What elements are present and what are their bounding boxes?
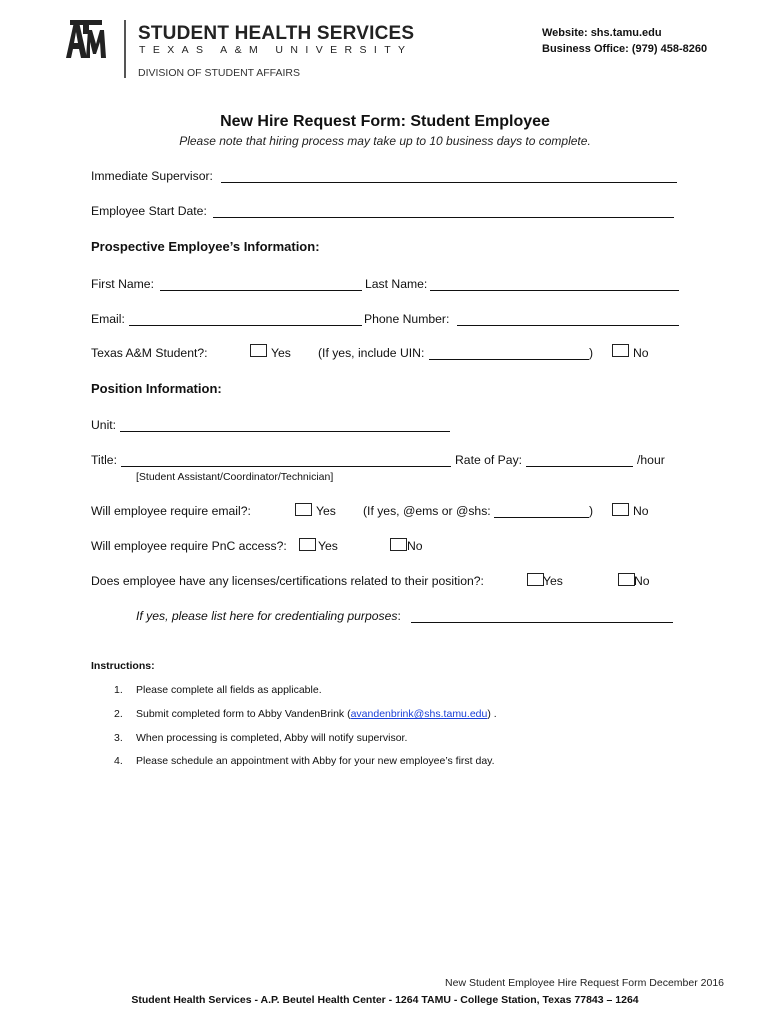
form-subtitle: Please note that hiring process may take up to 10 business days to complete. [179, 134, 591, 148]
start-date-field[interactable] [213, 217, 674, 218]
ems-label: (If yes, @ems or @shs: [363, 504, 491, 518]
instructions-heading: Instructions: [91, 660, 155, 672]
email-req-label: Will employee require email?: [91, 504, 251, 518]
licenses-label: Does employee have any licenses/certifications related to their position?: [91, 574, 484, 588]
email-link[interactable]: avandenbrink@shs.tamu.edu [350, 708, 488, 720]
title-label: Title: [91, 453, 117, 467]
pnc-no-checkbox[interactable] [390, 538, 407, 551]
instruction-number: 4. [114, 755, 123, 767]
business-office-text: Business Office: (979) 458-8260 [542, 43, 708, 55]
licenses-no-checkbox[interactable] [618, 573, 635, 586]
per-hour-label: /hour [637, 453, 665, 467]
first-name-field[interactable] [160, 290, 362, 291]
uin-label: (If yes, include UIN: [318, 346, 425, 360]
email-field[interactable] [129, 325, 362, 326]
email-req-yes-checkbox[interactable] [295, 503, 312, 516]
student-yes-label: Yes [271, 346, 291, 360]
supervisor-field[interactable] [221, 182, 677, 183]
start-date-label: Employee Start Date: [91, 204, 207, 218]
form-title: New Hire Request Form: Student Employee [220, 113, 550, 130]
student-yes-checkbox[interactable] [250, 344, 267, 357]
title-field[interactable] [121, 466, 451, 467]
instruction-item: Please schedule an appointment with Abby for your new employee’s first day. [136, 755, 495, 767]
credentialing-field[interactable] [411, 622, 673, 623]
instruction-item: Submit completed form to Abby VandenBrink (avandenbrink@shs.tamu.edu) . [136, 708, 497, 720]
pnc-yes-label: Yes [318, 539, 338, 553]
supervisor-label: Immediate Supervisor: [91, 169, 213, 183]
prospective-heading: Prospective Employee’s Information: [91, 239, 320, 254]
first-name-label: First Name: [91, 277, 154, 291]
form-version: New Student Employee Hire Request Form December 2016 [445, 977, 724, 989]
student-no-checkbox[interactable] [612, 344, 629, 357]
position-heading: Position Information: [91, 381, 222, 396]
ems-field[interactable] [494, 517, 589, 518]
org-name: STUDENT HEALTH SERVICES [138, 23, 415, 44]
email-req-no-checkbox[interactable] [612, 503, 629, 516]
licenses-yes-checkbox[interactable] [527, 573, 544, 586]
student-no-label: No [633, 346, 649, 360]
title-hint: [Student Assistant/Coordinator/Technician] [136, 471, 334, 483]
university-name: TEXAS A&M UNIVERSITY [139, 44, 413, 56]
licenses-no-label: No [634, 574, 650, 588]
instruction-item: Please complete all fields as applicable. [136, 684, 322, 696]
instruction-number: 3. [114, 732, 123, 744]
logo-divider [124, 20, 126, 78]
email-label: Email: [91, 312, 125, 326]
unit-label: Unit: [91, 418, 117, 432]
licenses-yes-label: Yes [543, 574, 563, 588]
rate-label: Rate of Pay: [455, 453, 523, 467]
instruction-number: 2. [114, 708, 123, 720]
rate-field[interactable] [526, 466, 633, 467]
pnc-yes-checkbox[interactable] [299, 538, 316, 551]
credentialing-label: If yes, please list here for credentialing purposes: [136, 609, 401, 623]
division-name: DIVISION OF STUDENT AFFAIRS [138, 67, 300, 79]
ems-close-paren: ) [589, 504, 594, 518]
last-name-field[interactable] [430, 290, 679, 291]
uin-field[interactable] [429, 359, 589, 360]
phone-label: Phone Number: [364, 312, 450, 326]
phone-field[interactable] [457, 325, 679, 326]
unit-field[interactable] [120, 431, 450, 432]
email-req-yes-label: Yes [316, 504, 336, 518]
website-text: Website: shs.tamu.edu [542, 27, 662, 39]
last-name-label: Last Name: [365, 277, 428, 291]
student-label: Texas A&M Student?: [91, 346, 208, 360]
footer-address: Student Health Services - A.P. Beutel Health Center - 1264 TAMU - College Station, Texas 77843 – 1264 [131, 994, 639, 1006]
instruction-number: 1. [114, 684, 123, 696]
email-req-no-label: No [633, 504, 649, 518]
instruction-item: When processing is completed, Abby will notify supervisor. [136, 732, 408, 744]
uin-close-paren: ) [589, 346, 594, 360]
pnc-no-label: No [407, 539, 423, 553]
pnc-label: Will employee require PnC access?: [91, 539, 287, 553]
tamu-logo [64, 18, 108, 60]
